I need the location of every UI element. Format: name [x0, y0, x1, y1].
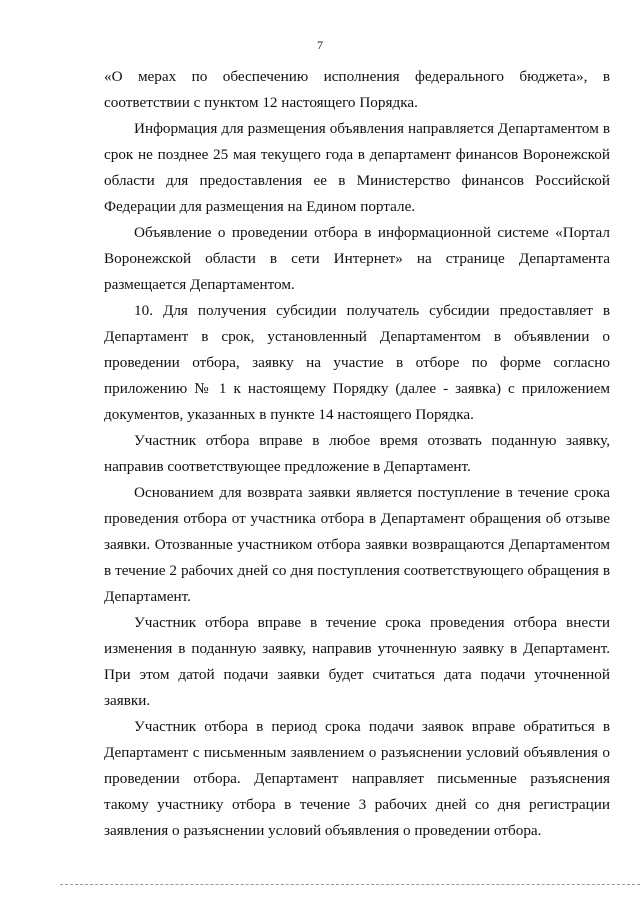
paragraph-clarification-request: Участник отбора в период срока подачи заявок вправе обратиться в Департамент с письменным заявлением о разъяснении условий объявления о проведении отбора. Департамент направляет письменные разъяснения такому участнику отбора в течение 3 рабочих дней со дня регистрации заявления о разъяснении условий объявления о проведении отбора. — [104, 718, 610, 839]
page-number: 7 — [317, 38, 323, 52]
document-body — [104, 64, 610, 844]
paragraph-announcement-info: Информация для размещения объявления направляется Департаментом в срок не позднее 25 мая текущего года в департамент финансов Воронежской области для предоставления ее в Министерство финансов Российской Федерации для размещения на Едином портале. — [104, 120, 610, 215]
paragraph-continuation: «О мерах по обеспечению исполнения федерального бюджета», в соответствии с пунктом 12 настоящего Порядка. — [104, 68, 610, 111]
paragraph-return-grounds: Основанием для возврата заявки является поступление в течение срока проведения отбора от участника отбора в Департамент обращения об отзыве заявки. Отозванные участником отбора заявки возвращаются Департаментом в течение 2 рабочих дней со дня поступления соответствующего обращения в Департамент. — [104, 484, 610, 605]
paragraph-withdraw-application: Участник отбора вправе в любое время отозвать поданную заявку, направив соответствующее предложение в Департамент. — [104, 432, 610, 475]
paragraph-amend-application: Участник отбора вправе в течение срока проведения отбора внести изменения в поданную заявку, направив уточненную заявку в Департамент. При этом датой подачи заявки будет считаться дата подачи уточненной заявки. — [104, 614, 610, 709]
paragraph-announcement-portal: Объявление о проведении отбора в информационной системе «Портал Воронежской области в сети Интернет» на странице Департамента размещается Департаментом. — [104, 224, 610, 293]
paragraph-item-10: 10. Для получения субсидии получатель субсидии предоставляет в Департамент в срок, установленный Департаментом в объявлении о проведении отбора, заявку на участие в отборе по форме согласно приложению № 1 к настоящему Порядку (далее - заявка) с приложением документов, указанных в пункте 14 настоящего Порядка. — [104, 302, 610, 423]
footer-scan-line — [60, 884, 640, 885]
